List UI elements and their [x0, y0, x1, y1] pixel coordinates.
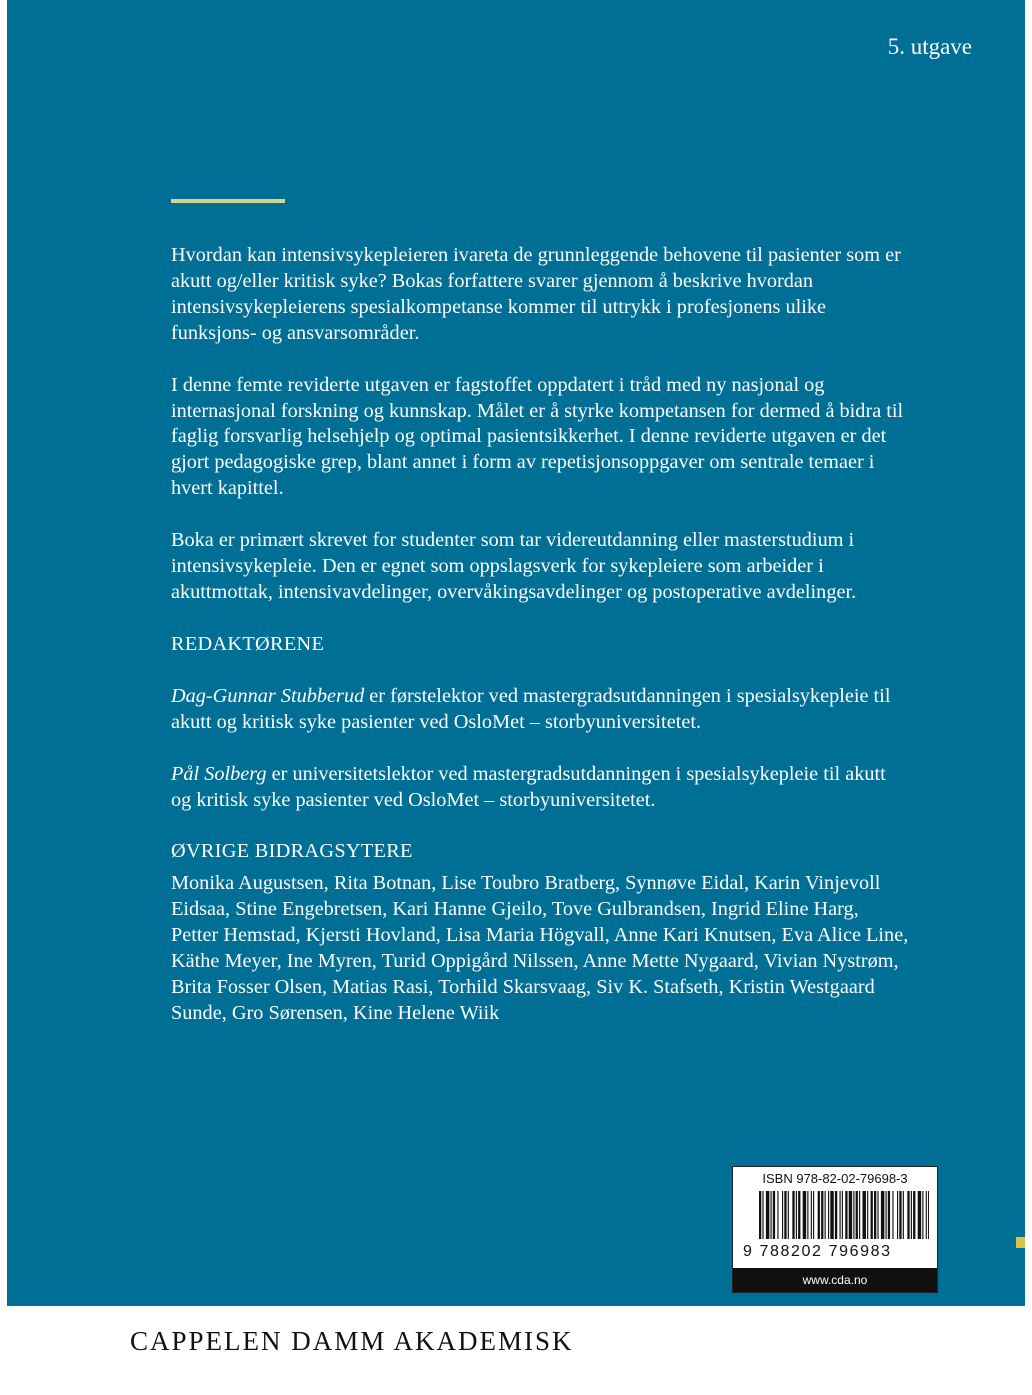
barcode-bar	[874, 1191, 876, 1239]
editor-2-bio: er universitetslektor ved mastergradsutdanningen i spesialsykepleie til akutt og kritisk syke pasienter ved OsloMet – storbyuniversitetet.	[171, 762, 886, 811]
barcode-bar	[886, 1191, 887, 1239]
barcode-bar	[903, 1191, 904, 1239]
barcode-bar	[892, 1191, 893, 1239]
intro-paragraph-2: I denne femte reviderte utgaven er fagstoffet oppdatert i tråd med ny nasjonal og internasjonal forskning og kunnskap. Målet er å styrke kompetansen for dermed å bidra til faglig forsvarlig helsehjelp og optimal pasientsikkerhet. I denne reviderte utgaven er det gjort pedagogiske grep, blant annet i form av repetisjonsoppgaver om sentrale temaer i hvert kapittel.	[171, 373, 904, 500]
barcode-bar	[928, 1191, 929, 1239]
barcode-bar	[773, 1191, 775, 1239]
editor-1	[171, 684, 911, 736]
barcode-bar	[782, 1191, 783, 1239]
barcode-bar	[842, 1191, 843, 1239]
barcode-bar	[766, 1191, 769, 1239]
barcode-bar	[926, 1191, 927, 1239]
barcode-bar	[796, 1191, 797, 1239]
intro-paragraph-3: Boka er primært skrevet for studenter som tar videreutdanning eller masterstudium i intensivsykepleie. Den er egnet som oppslagsverk for sykepleiere som arbeider i akuttmottak, intensivavdelinger, overvåkingsavdelinger og postoperative avdelinger.	[171, 529, 857, 603]
intro-paragraph-1: Hvordan kan intensivsykepleieren ivareta de grunnleggende behovene til pasienter som er akutt og/eller kritisk syke? Bokas forfattere svarer gjennom å beskrive hvordan intensivsykepleierens spesialkompetanse kommer til uttrykk i profesjonens ulike funksjons- og ansvarsområder.	[171, 244, 901, 344]
barcode-bar	[788, 1191, 789, 1239]
contributors-heading: ØVRIGE BIDRAGSYTERE	[171, 840, 413, 863]
isbn-label: ISBN 978-82-02-79698-3	[762, 1171, 908, 1186]
barcode-bar	[784, 1191, 786, 1239]
barcode-bar	[759, 1191, 761, 1239]
barcode-bar	[792, 1191, 794, 1239]
barcode-bar	[849, 1191, 852, 1239]
corner-mark	[1016, 1237, 1025, 1248]
barcode-bar	[867, 1191, 868, 1239]
barcode-bar	[830, 1191, 833, 1239]
back-cover	[7, 0, 1025, 1306]
barcode-bar	[845, 1191, 847, 1239]
barcode-bar	[877, 1191, 878, 1239]
barcode-bar	[803, 1191, 806, 1239]
barcode-bar	[913, 1191, 915, 1239]
barcode-bar	[840, 1191, 841, 1239]
barcode-bar	[881, 1191, 884, 1239]
barcode-bar	[818, 1191, 820, 1239]
editor-1-bio: er førstelektor ved mastergradsutdanningen i spesialsykepleie til akutt og kritisk syke pasienter ved OsloMet – storbyuniversitetet.	[171, 684, 891, 733]
barcode-digits: 9 788202 796983	[743, 1243, 892, 1260]
barcode-bar	[811, 1191, 812, 1239]
editor-2	[171, 762, 911, 814]
editors-heading: REDAKTØRENE	[171, 632, 325, 655]
barcode-bar	[856, 1191, 858, 1239]
isbn-barcode-box	[732, 1166, 938, 1293]
barcode-bar	[853, 1191, 854, 1239]
barcode-bar	[813, 1191, 814, 1239]
barcode-bar	[871, 1191, 873, 1239]
contributors-list: Monika Augustsen, Rita Botnan, Lise Toubro Bratberg, Synnøve Eidal, Karin Vinjevoll Eidsaa, Stine Engebretsen, Kari Hanne Gjeilo, Tove Gulbrandsen, Ingrid Eline Harg, Petter Hemstad, Kjersti Hovland, Lisa Maria Högvall, Anne Kari Knutsen, Eva Alice Line, Käthe Meyer, Ine Myren, Turid Oppigård Nilssen, Anne Mette Nygaard, Vivian Nystrøm, Brita Fosser Olsen, Matias Rasi, Torhild Skarsvaag, Siv K. Stafseth, Kristin Westgaard Sunde, Gro Sørensen, Kine Helene Wiik	[171, 872, 909, 1024]
barcode-bar	[828, 1191, 829, 1239]
publisher-logo: CAPPELEN DAMM AKADEMISK	[130, 1326, 574, 1356]
barcode-bar	[777, 1191, 778, 1239]
barcode-bar	[911, 1191, 912, 1239]
barcode-bar	[897, 1191, 898, 1239]
publisher-url: www.cda.no	[733, 1268, 937, 1292]
accent-rule	[171, 199, 285, 203]
barcode-bar	[821, 1191, 823, 1239]
barcode-bar	[798, 1191, 800, 1239]
barcode-bar	[899, 1191, 901, 1239]
barcode-bar	[922, 1191, 923, 1239]
barcode-bar	[762, 1191, 763, 1239]
barcode-bar	[888, 1191, 890, 1239]
barcode-bar	[859, 1191, 860, 1239]
barcode-bar	[863, 1191, 866, 1239]
barcode-bar	[907, 1191, 909, 1239]
barcode-bar	[771, 1191, 772, 1239]
edition-label: 5. utgave	[887, 34, 972, 59]
barcode-icon	[759, 1191, 929, 1239]
editor-2-name: Pål Solberg	[171, 762, 267, 785]
editor-1-name: Dag-Gunnar Stubberud	[171, 684, 365, 707]
barcode-bar	[835, 1191, 837, 1239]
cover-text	[171, 243, 911, 1053]
barcode-bar	[918, 1191, 921, 1239]
barcode-bar	[825, 1191, 826, 1239]
barcode-bar	[807, 1191, 808, 1239]
